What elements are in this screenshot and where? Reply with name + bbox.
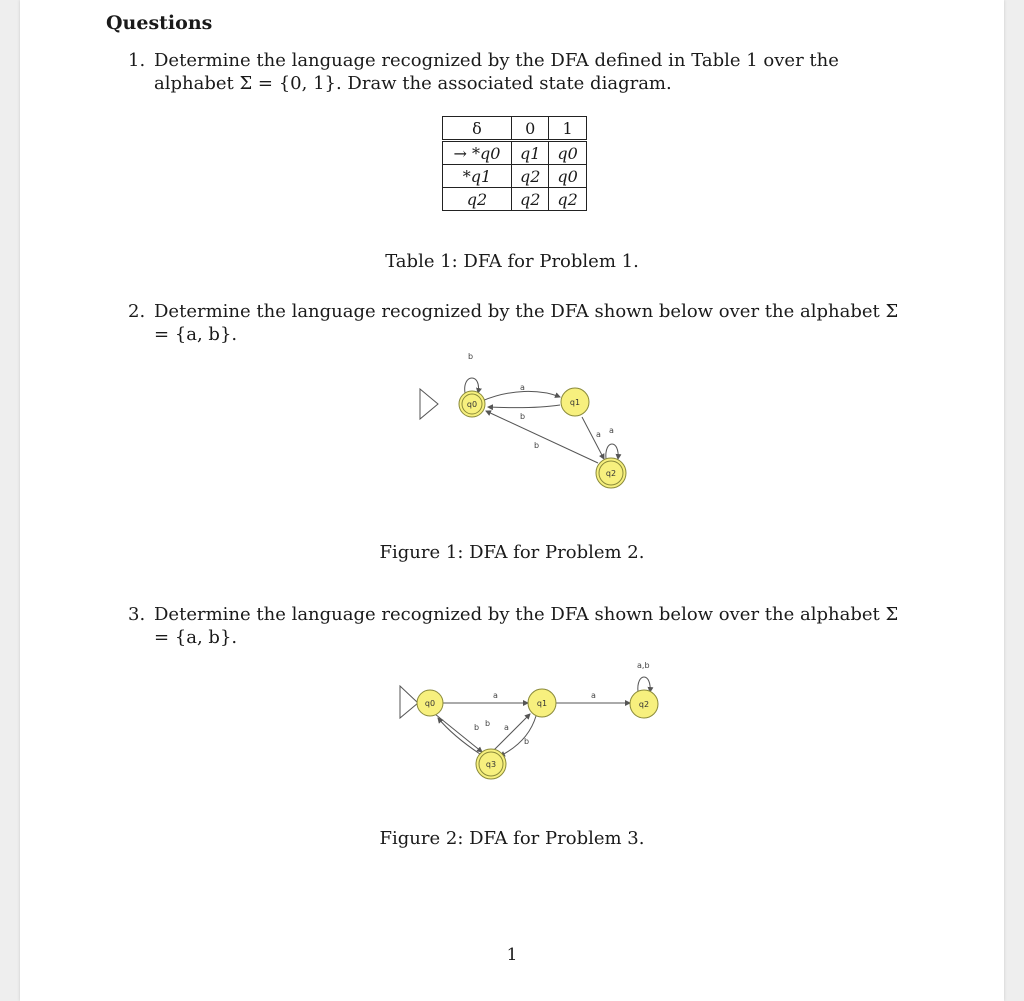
- problem-number: 2.: [128, 301, 146, 322]
- table-row: [443, 188, 587, 211]
- table-cell: q0: [549, 165, 586, 188]
- problem-2: [128, 300, 918, 346]
- table-row: [443, 141, 587, 165]
- svg-text:q2: q2: [638, 700, 650, 709]
- state-q2: [630, 690, 658, 718]
- table-cell: q0: [549, 141, 586, 165]
- table-header-cell: 1: [549, 117, 586, 141]
- table-row: [443, 165, 587, 188]
- table-cell: q2: [443, 188, 512, 211]
- table-cell: q1: [512, 141, 549, 165]
- dfa-figure-2: [390, 650, 670, 790]
- edge-label: b: [524, 737, 530, 746]
- edge-label: b: [485, 719, 491, 728]
- state-q2: [596, 458, 626, 488]
- table-cell: q2: [549, 188, 586, 211]
- edge-q2-loop: [606, 444, 618, 459]
- transition-table: [442, 116, 587, 211]
- problem-text: Determine the language recognized by the DFA shown below over the alphabet Σ = {a, b}.: [154, 604, 899, 648]
- edge-label: b: [520, 412, 526, 421]
- figure-2-caption: Figure 2: DFA for Problem 3.: [379, 828, 645, 849]
- problem-text: Determine the language recognized by the DFA defined in Table 1 over the alphabet Σ = {0, 1}. Draw the associated state diagram.: [154, 50, 839, 94]
- edge-label: a: [520, 383, 525, 392]
- edge-label: b: [474, 723, 480, 732]
- svg-text:q0: q0: [466, 400, 478, 409]
- problem-1: [128, 49, 918, 95]
- edge-label: a: [493, 691, 498, 700]
- state-q1: [528, 689, 556, 717]
- edge-q1-q3: [500, 716, 536, 756]
- edge-q1-q0: [488, 405, 560, 408]
- table-cell: q2: [512, 165, 549, 188]
- edge-q0-q3: [435, 714, 482, 752]
- document-page: [20, 0, 1004, 1001]
- problem-3: [128, 603, 918, 649]
- svg-text:q1: q1: [536, 699, 548, 708]
- svg-text:q0: q0: [424, 699, 436, 708]
- table-cell: → *q0: [443, 141, 512, 165]
- state-q0: [459, 391, 485, 417]
- edge-label: a,b: [637, 661, 650, 670]
- edge-q0-q1: [482, 391, 560, 401]
- problem-number: 1.: [128, 50, 146, 71]
- state-q3: [476, 749, 506, 779]
- edge-label: a: [504, 723, 509, 732]
- page-number: 1: [506, 945, 518, 965]
- edge-q2-q0: [486, 411, 598, 463]
- problem-number: 3.: [128, 604, 146, 625]
- dfa-figure-1: [400, 345, 640, 495]
- table-cell: *q1: [443, 165, 512, 188]
- edge-label: a: [609, 426, 614, 435]
- problem-text: Determine the language recognized by the DFA shown below over the alphabet Σ = {a, b}.: [154, 301, 899, 345]
- svg-text:q1: q1: [569, 398, 581, 407]
- table-cell: q2: [512, 188, 549, 211]
- edge-label: a: [596, 430, 601, 439]
- start-arrow: [400, 686, 418, 718]
- start-arrow: [420, 389, 438, 419]
- section-heading: Questions: [106, 12, 213, 34]
- edge-label: b: [468, 352, 474, 361]
- figure-1-caption: Figure 1: DFA for Problem 2.: [379, 542, 645, 563]
- state-q0: [417, 690, 443, 716]
- state-q1: [561, 388, 589, 416]
- edge-label: b: [534, 441, 540, 450]
- table-caption: Table 1: DFA for Problem 1.: [385, 251, 639, 272]
- table-header-cell: δ: [443, 117, 512, 141]
- table-header-cell: 0: [512, 117, 549, 141]
- edge-label: a: [591, 691, 596, 700]
- svg-text:q2: q2: [605, 469, 617, 478]
- svg-text:q3: q3: [485, 760, 497, 769]
